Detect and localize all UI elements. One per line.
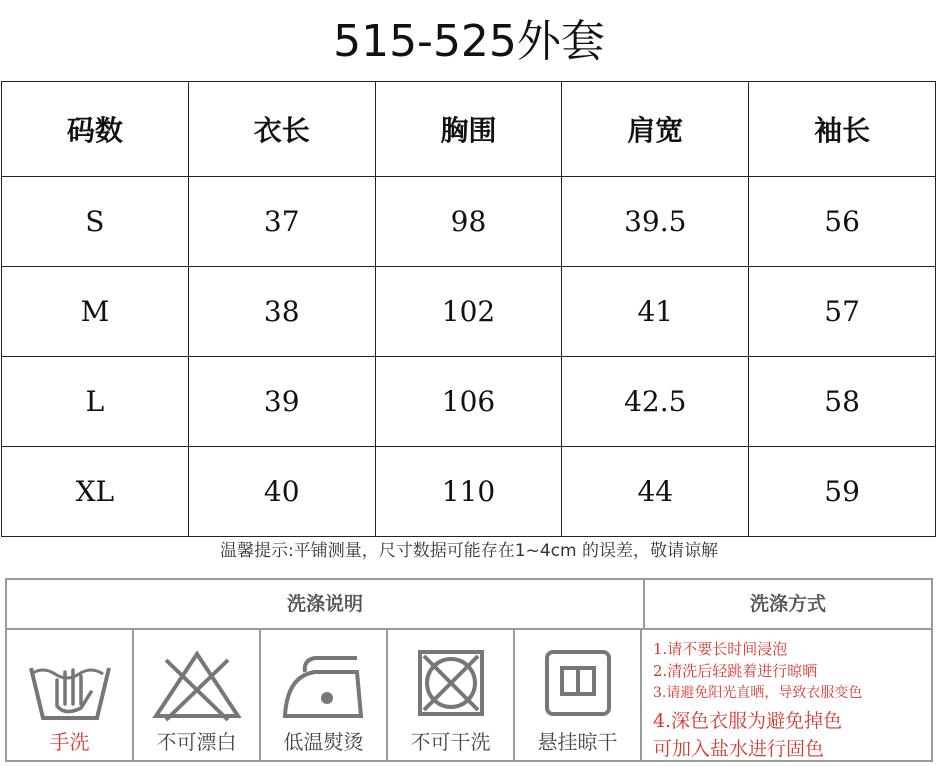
- table-header-row: [2, 82, 936, 177]
- wash-instruction: 1.请不要长时间浸泡: [653, 640, 788, 658]
- table-row: [2, 447, 936, 537]
- page-title: 515-525外套: [333, 16, 605, 67]
- size-chart-table: [1, 81, 936, 537]
- measurement-note: 温馨提示:平铺测量，尺寸数据可能存在1~4cm 的误差，敬请谅解: [220, 541, 718, 561]
- table-cell: 110: [375, 447, 562, 537]
- care-icon-label: 不可干洗: [410, 730, 491, 754]
- wash-instruction: 4.深色衣服为避免掉色: [653, 710, 843, 732]
- table-row: [2, 267, 936, 357]
- table-cell: S: [2, 177, 189, 267]
- table-cell: 37: [188, 177, 375, 267]
- hand-wash-icon: [21, 646, 119, 724]
- table-cell: 39: [188, 357, 375, 447]
- wash-instructions-header: 洗涤说明: [7, 580, 645, 630]
- care-icon-cell: [388, 630, 515, 760]
- wash-instruction: 3.请避免阳光直晒，导致衣服变色: [653, 685, 863, 701]
- table-cell: 38: [188, 267, 375, 357]
- care-instructions-panel: [5, 578, 933, 762]
- table-cell: 40: [188, 447, 375, 537]
- wash-method-list: [653, 638, 929, 762]
- table-cell: 106: [375, 357, 562, 447]
- header-shoulder: 肩宽: [562, 82, 749, 177]
- care-icon-cell: [134, 630, 261, 760]
- table-cell: 42.5: [562, 357, 749, 447]
- no-dry-clean-icon: [402, 646, 500, 724]
- hang-dry-icon: [529, 646, 627, 724]
- low-iron-icon: [275, 646, 373, 724]
- table-cell: 41: [562, 267, 749, 357]
- table-row: [2, 177, 936, 267]
- care-icon-label: 手洗: [49, 730, 90, 754]
- table-cell: 57: [749, 267, 936, 357]
- no-bleach-icon: [148, 646, 246, 724]
- wash-method-header: 洗涤方式: [645, 580, 931, 630]
- table-cell: 59: [749, 447, 936, 537]
- care-icon-cell: [261, 630, 388, 760]
- table-cell: XL: [2, 447, 189, 537]
- wash-instruction: 可加入盐水进行固色: [653, 738, 825, 760]
- table-cell: 58: [749, 357, 936, 447]
- header-size: 码数: [2, 82, 189, 177]
- care-icon-cell: [7, 630, 134, 760]
- table-cell: 98: [375, 177, 562, 267]
- header-sleeve: 袖长: [749, 82, 936, 177]
- table-cell: M: [2, 267, 189, 357]
- table-cell: 102: [375, 267, 562, 357]
- header-chest: 胸围: [375, 82, 562, 177]
- care-icon-label: 不可漂白: [156, 730, 237, 754]
- table-row: [2, 357, 936, 447]
- header-length: 衣长: [188, 82, 375, 177]
- care-icon-label: 低温熨烫: [283, 730, 364, 754]
- table-cell: 44: [562, 447, 749, 537]
- care-icon-cell: [515, 630, 642, 760]
- table-cell: 39.5: [562, 177, 749, 267]
- care-icon-label: 悬挂晾干: [537, 730, 618, 754]
- table-cell: 56: [749, 177, 936, 267]
- wash-instruction: 2.清洗后轻跳着进行晾晒: [653, 662, 818, 680]
- table-cell: L: [2, 357, 189, 447]
